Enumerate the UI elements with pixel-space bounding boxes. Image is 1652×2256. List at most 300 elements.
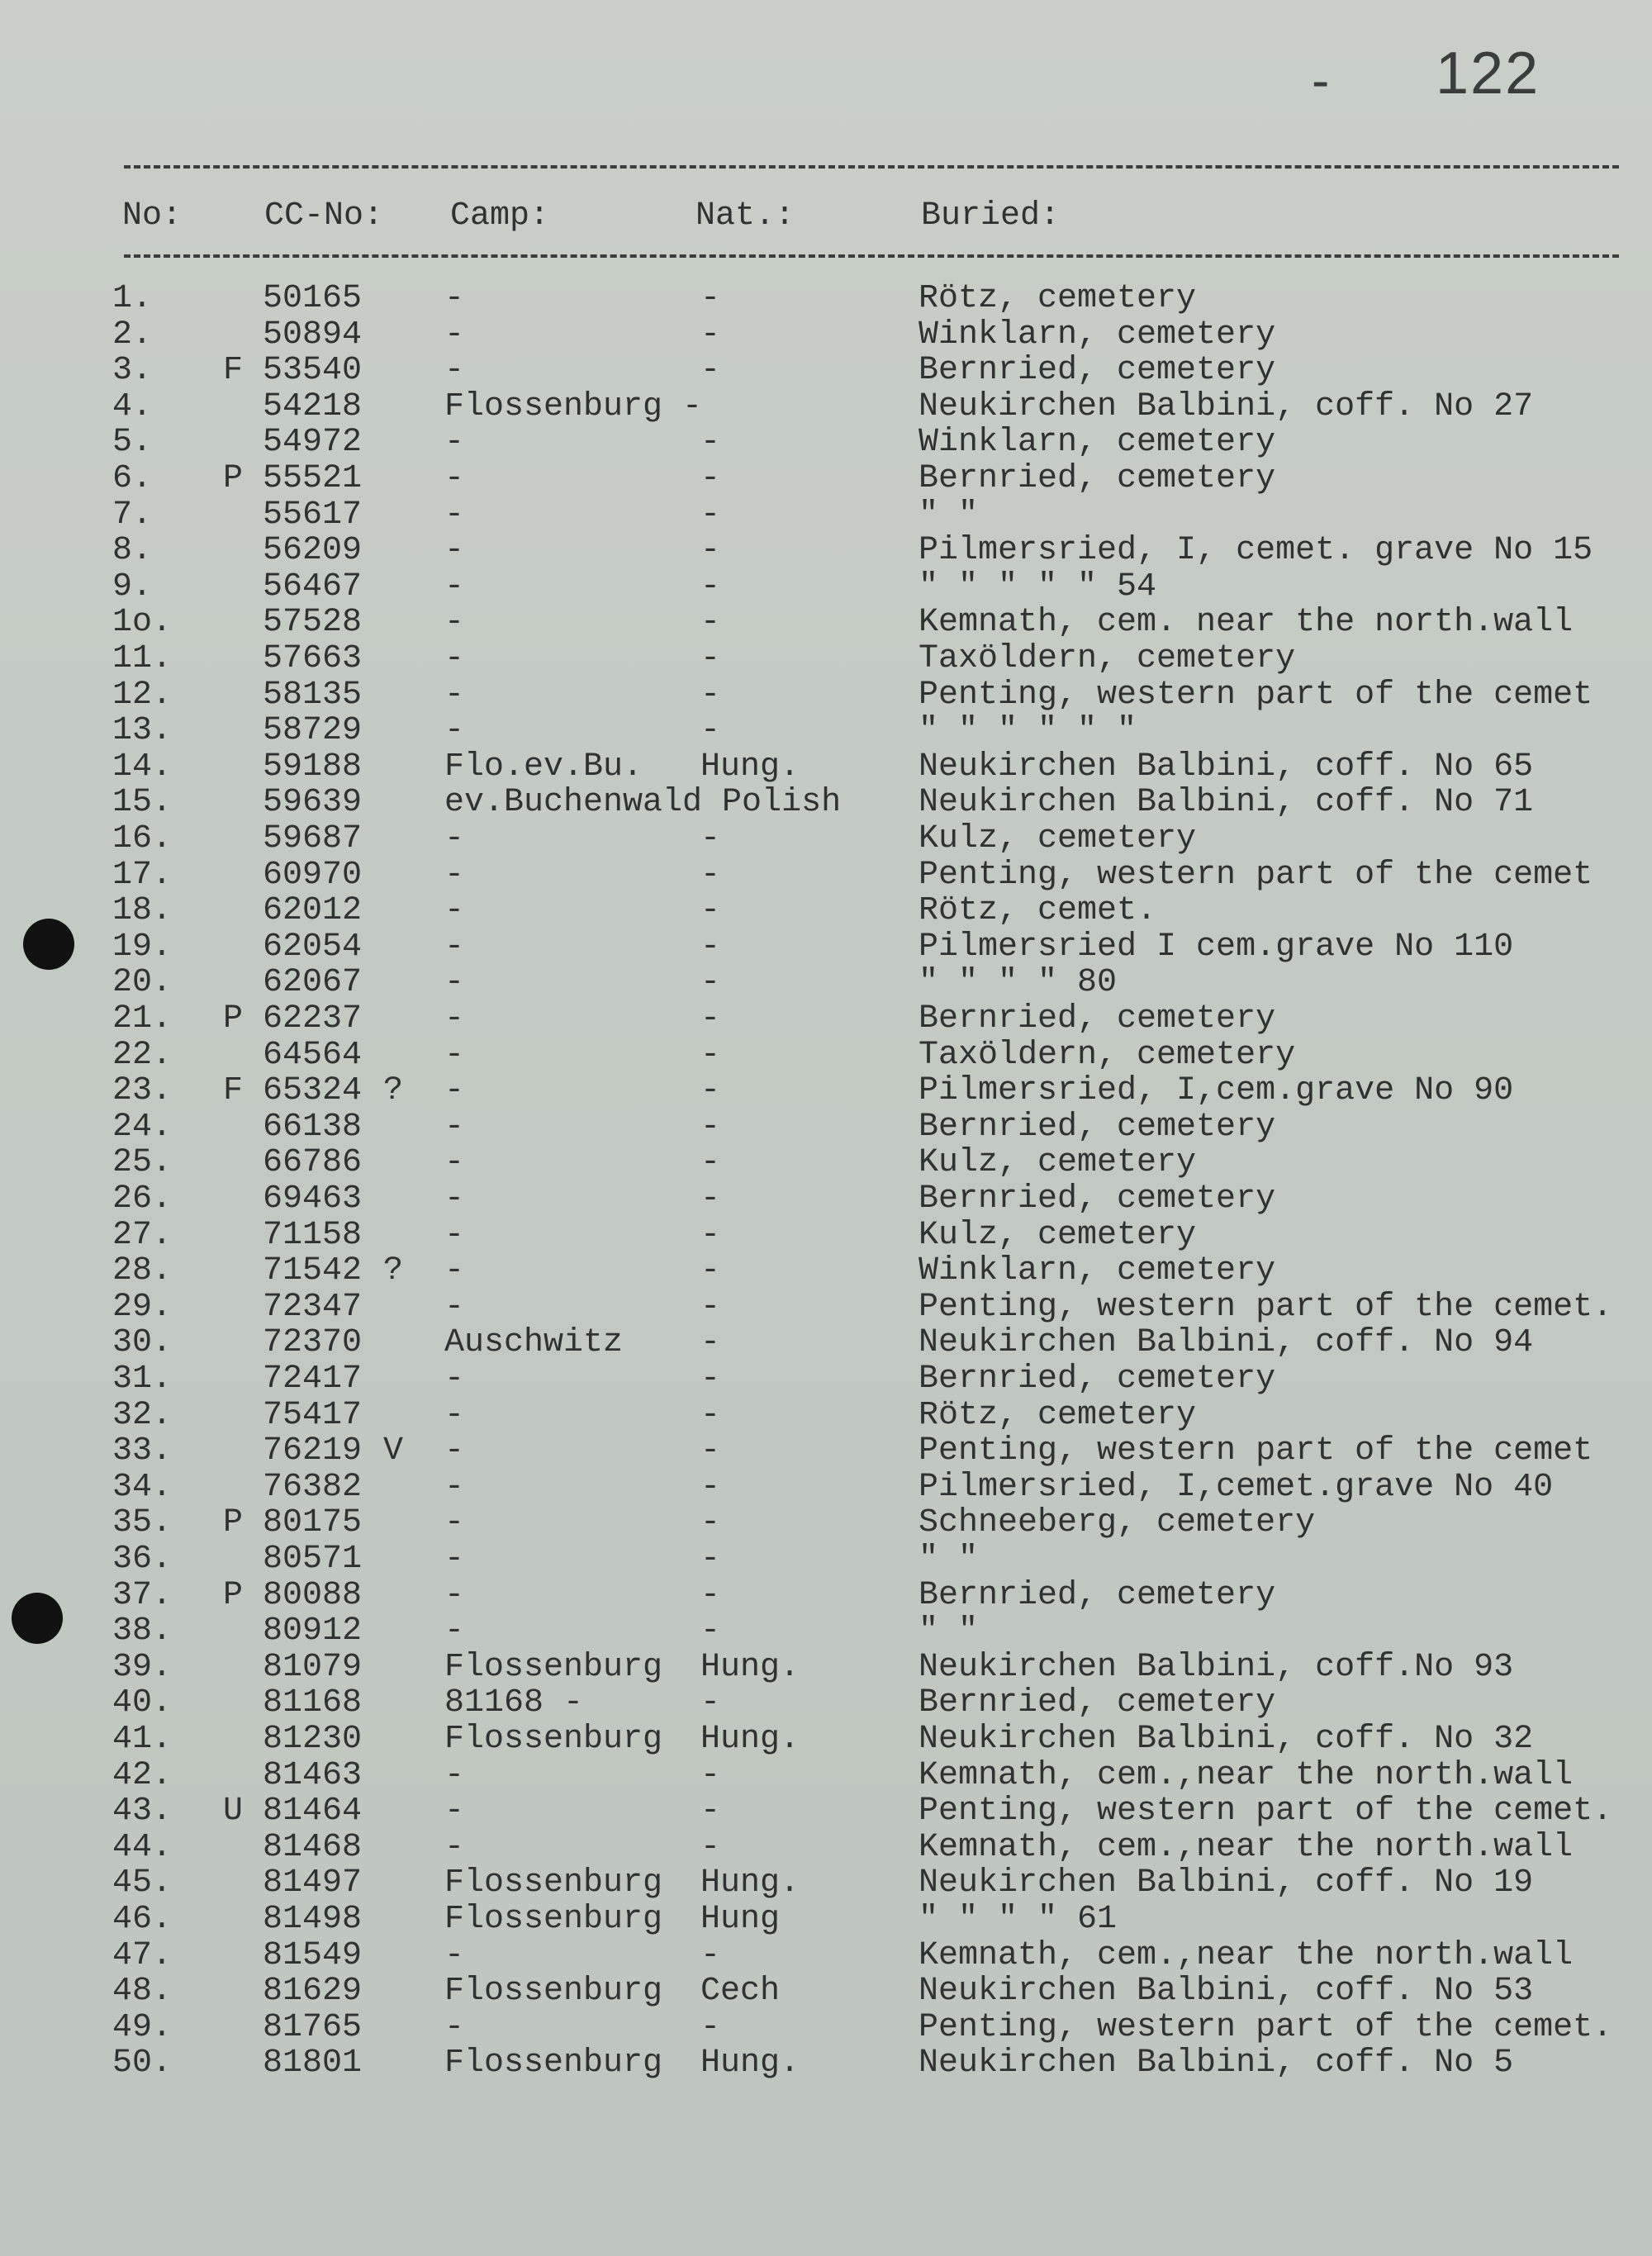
row-cc-no: 72370: [263, 1324, 363, 1362]
row-camp: Flossenburg: [444, 1901, 663, 1938]
row-cc-no: 57663: [263, 640, 363, 677]
row-cc-no: 80088: [263, 1576, 363, 1614]
row-camp: -: [444, 1036, 465, 1074]
row-camp: ev.Buchenwald Polish: [444, 784, 842, 822]
row-buried: Bernried, cemetery: [919, 460, 1276, 497]
row-cc-no: 81468: [263, 1828, 363, 1866]
row-no: 42.: [112, 1756, 173, 1794]
row-cc-no: 69463: [263, 1180, 363, 1218]
row-camp: -: [444, 1108, 465, 1146]
row-nat: -: [700, 280, 721, 317]
row-nat: -: [700, 1216, 721, 1254]
header-camp: Camp:: [450, 197, 550, 235]
row-no: 29.: [112, 1288, 173, 1326]
row-cc-no: 81549: [263, 1936, 363, 1974]
row-cc-no: 62067: [263, 964, 363, 1002]
row-cc-no: 81497: [263, 1864, 363, 1902]
row-nat: -: [700, 1252, 721, 1290]
table-row: [0, 713, 1652, 749]
row-nat: -: [700, 1468, 721, 1506]
row-camp: -: [444, 316, 465, 354]
row-nat: Hung: [700, 1901, 781, 1938]
row-no: 38.: [112, 1612, 173, 1650]
row-camp: Flossenburg: [444, 2045, 663, 2083]
table-row: [0, 1758, 1652, 1794]
row-nat: -: [700, 1828, 721, 1866]
row-cc-no: 66786: [263, 1144, 363, 1182]
table-row: [0, 389, 1652, 425]
table-row: [0, 1541, 1652, 1578]
row-camp: -: [444, 1072, 465, 1110]
row-camp: -: [444, 496, 465, 534]
table-row: [0, 1145, 1652, 1181]
table-row: [0, 1722, 1652, 1758]
table-row: [0, 641, 1652, 677]
row-buried: Neukirchen Balbini, coff. No 53: [919, 1973, 1534, 2011]
row-cc-no: 62237: [263, 1000, 363, 1038]
row-no: 8.: [112, 532, 153, 570]
row-no: 9.: [112, 568, 153, 606]
row-nat: -: [700, 1793, 721, 1831]
row-nat: -: [700, 424, 721, 462]
row-buried: Neukirchen Balbini, coff. No 27: [919, 387, 1534, 425]
row-camp: -: [444, 460, 465, 497]
row-camp: -: [444, 1396, 465, 1434]
row-nat: -: [700, 1936, 721, 1974]
row-buried: Pilmersried, I,cem.grave No 90: [919, 1072, 1514, 1110]
row-camp: -: [444, 2008, 465, 2046]
row-no: 43.: [112, 1793, 173, 1831]
row-no: 35.: [112, 1504, 173, 1542]
table-row: [0, 569, 1652, 606]
table-row: [0, 497, 1652, 534]
table-row: [0, 2010, 1652, 2046]
row-camp: -: [444, 568, 465, 606]
row-nat: -: [700, 1324, 721, 1362]
table-row: [0, 1902, 1652, 1938]
row-camp: -: [444, 532, 465, 570]
row-camp: -: [444, 280, 465, 317]
row-cc-no: 62012: [263, 892, 363, 930]
row-nat: Hung.: [700, 1721, 800, 1758]
row-buried: " " " " 80: [919, 964, 1118, 1002]
table-row: [0, 821, 1652, 857]
row-nat: Hung.: [700, 748, 800, 786]
row-nat: -: [700, 856, 721, 894]
row-buried: Winklarn, cemetery: [919, 316, 1276, 354]
row-mark: P: [223, 1576, 244, 1614]
table-row: [0, 785, 1652, 821]
row-camp: -: [444, 1288, 465, 1326]
row-nat: -: [700, 1072, 721, 1110]
table-row: [0, 1830, 1652, 1866]
row-nat: -: [700, 460, 721, 497]
row-cc-no: 56209: [263, 532, 363, 570]
row-camp: -: [444, 1361, 465, 1398]
row-nat: -: [700, 892, 721, 930]
row-no: 50.: [112, 2045, 173, 2083]
row-mark: P: [223, 460, 244, 497]
row-camp: -: [444, 1468, 465, 1506]
row-buried: " " " " 61: [919, 1901, 1118, 1938]
page-number: 122: [1436, 40, 1540, 107]
table-row: [0, 1398, 1652, 1434]
table-header: [0, 198, 1652, 235]
row-buried: Neukirchen Balbini, coff. No 32: [919, 1721, 1534, 1758]
row-no: 5.: [112, 424, 153, 462]
row-cc-no: 59188: [263, 748, 363, 786]
row-cc-no: 76219: [263, 1432, 363, 1470]
row-camp: -: [444, 1216, 465, 1254]
row-no: 41.: [112, 1721, 173, 1758]
row-cc-no: 62054: [263, 928, 363, 966]
row-nat: Hung.: [700, 1648, 800, 1686]
row-no: 7.: [112, 496, 153, 534]
row-camp: -: [444, 1252, 465, 1290]
row-no: 46.: [112, 1901, 173, 1938]
table-row: [0, 1109, 1652, 1146]
row-no: 20.: [112, 964, 173, 1002]
row-nat: -: [700, 820, 721, 857]
row-camp: Flo.ev.Bu.: [444, 748, 643, 786]
row-cc-no: 65324: [263, 1072, 363, 1110]
row-camp: Auschwitz: [444, 1324, 624, 1362]
row-nat: -: [700, 496, 721, 534]
row-buried: Penting, western part of the cemet.: [919, 1288, 1613, 1326]
row-camp: -: [444, 1000, 465, 1038]
table-row: [0, 1181, 1652, 1218]
row-nat: -: [700, 1756, 721, 1794]
row-camp: -: [444, 1144, 465, 1182]
row-nat: -: [700, 604, 721, 642]
row-camp: -: [444, 1432, 465, 1470]
row-no: 11.: [112, 640, 173, 677]
row-buried: Kulz, cemetery: [919, 1144, 1197, 1182]
row-buried: Bernried, cemetery: [919, 1108, 1276, 1146]
row-camp: -: [444, 604, 465, 642]
row-cc-no: 81801: [263, 2045, 363, 2083]
table-row: [0, 1505, 1652, 1541]
row-buried: Penting, western part of the cemet: [919, 1432, 1593, 1470]
row-cc-no: 80912: [263, 1612, 363, 1650]
row-no: 37.: [112, 1576, 173, 1614]
table-row: [0, 1650, 1652, 1686]
row-camp: Flossenburg: [444, 1973, 663, 2011]
row-no: 39.: [112, 1648, 173, 1686]
row-nat: -: [700, 1612, 721, 1650]
row-buried: Bernried, cemetery: [919, 1684, 1276, 1722]
row-no: 15.: [112, 784, 173, 822]
row-nat: -: [700, 568, 721, 606]
table-row: [0, 1433, 1652, 1470]
row-camp: 81168 -: [444, 1684, 584, 1722]
row-mark: F: [223, 1072, 244, 1110]
table-row: [0, 929, 1652, 966]
row-cc-no: 72417: [263, 1361, 363, 1398]
table-row: [0, 1325, 1652, 1361]
row-nat: Hung.: [700, 1864, 800, 1902]
row-cc-no: 55521: [263, 460, 363, 497]
row-buried: Neukirchen Balbini, coff.No 93: [919, 1648, 1514, 1686]
row-no: 3.: [112, 352, 153, 390]
row-cc-no: 76382: [263, 1468, 363, 1506]
row-no: 48.: [112, 1973, 173, 2011]
header-dashed-rule: [124, 254, 1619, 258]
row-cc-no: 50894: [263, 316, 363, 354]
row-cc-no: 55617: [263, 496, 363, 534]
row-no: 16.: [112, 820, 173, 857]
row-cc-no: 81230: [263, 1721, 363, 1758]
row-buried: Taxöldern, cemetery: [919, 640, 1296, 677]
row-cc-no: 60970: [263, 856, 363, 894]
row-flag: ?: [383, 1252, 404, 1290]
table-row: [0, 749, 1652, 786]
row-no: 22.: [112, 1036, 173, 1074]
row-no: 26.: [112, 1180, 173, 1218]
row-cc-no: 81629: [263, 1973, 363, 2011]
row-nat: -: [700, 712, 721, 750]
row-camp: -: [444, 1541, 465, 1578]
row-no: 23.: [112, 1072, 173, 1110]
table-row: [0, 1973, 1652, 2010]
row-buried: Neukirchen Balbini, coff. No 71: [919, 784, 1534, 822]
row-no: 12.: [112, 676, 173, 714]
table-row: [0, 1001, 1652, 1038]
row-nat: -: [700, 640, 721, 677]
row-no: 33.: [112, 1432, 173, 1470]
row-nat: Hung.: [700, 2045, 800, 2083]
header-nat: Nat.:: [695, 197, 795, 235]
table-row: [0, 1793, 1652, 1830]
row-camp: -: [444, 1180, 465, 1218]
table-row: [0, 1218, 1652, 1254]
row-buried: " ": [919, 496, 979, 534]
row-no: 1.: [112, 280, 153, 317]
row-nat: -: [700, 1108, 721, 1146]
row-buried: Kemnath, cem. near the north.wall: [919, 604, 1574, 642]
row-cc-no: 81463: [263, 1756, 363, 1794]
table-row: [0, 965, 1652, 1001]
table-row: [0, 425, 1652, 461]
row-buried: Bernried, cemetery: [919, 1361, 1276, 1398]
row-no: 36.: [112, 1541, 173, 1578]
row-camp: Flossenburg -: [444, 387, 703, 425]
row-camp: -: [444, 1576, 465, 1614]
row-nat: -: [700, 1432, 721, 1470]
table-row: [0, 1289, 1652, 1326]
row-buried: " ": [919, 1541, 979, 1578]
row-cc-no: 56467: [263, 568, 363, 606]
row-no: 47.: [112, 1936, 173, 1974]
row-cc-no: 81079: [263, 1648, 363, 1686]
row-cc-no: 80571: [263, 1541, 363, 1578]
row-cc-no: 81168: [263, 1684, 363, 1722]
row-camp: Flossenburg: [444, 1721, 663, 1758]
row-buried: Neukirchen Balbini, coff. No 5: [919, 2045, 1514, 2083]
table-row: [0, 1470, 1652, 1506]
row-cc-no: 72347: [263, 1288, 363, 1326]
row-nat: -: [700, 1541, 721, 1578]
row-buried: Kemnath, cem.,near the north.wall: [919, 1756, 1574, 1794]
row-camp: -: [444, 964, 465, 1002]
row-buried: Bernried, cemetery: [919, 1576, 1276, 1614]
row-camp: -: [444, 676, 465, 714]
table-row: [0, 1613, 1652, 1650]
row-no: 13.: [112, 712, 173, 750]
row-camp: -: [444, 640, 465, 677]
row-camp: -: [444, 352, 465, 390]
table-row: [0, 281, 1652, 317]
row-mark: F: [223, 352, 244, 390]
row-mark: P: [223, 1504, 244, 1542]
row-no: 17.: [112, 856, 173, 894]
row-no: 27.: [112, 1216, 173, 1254]
row-no: 34.: [112, 1468, 173, 1506]
row-nat: -: [700, 1288, 721, 1326]
row-cc-no: 54972: [263, 424, 363, 462]
row-cc-no: 71542: [263, 1252, 363, 1290]
row-buried: Bernried, cemetery: [919, 1180, 1276, 1218]
row-cc-no: 57528: [263, 604, 363, 642]
row-buried: " ": [919, 1612, 979, 1650]
row-mark: P: [223, 1000, 244, 1038]
row-no: 14.: [112, 748, 173, 786]
row-nat: -: [700, 1000, 721, 1038]
row-no: 1o.: [112, 604, 173, 642]
row-cc-no: 58135: [263, 676, 363, 714]
row-no: 44.: [112, 1828, 173, 1866]
row-no: 32.: [112, 1396, 173, 1434]
row-nat: -: [700, 964, 721, 1002]
row-nat: -: [700, 1504, 721, 1542]
row-cc-no: 66138: [263, 1108, 363, 1146]
row-nat: -: [700, 2008, 721, 2046]
row-no: 25.: [112, 1144, 173, 1182]
row-cc-no: 64564: [263, 1036, 363, 1074]
row-buried: Penting, western part of the cemet.: [919, 1793, 1613, 1831]
table-row: [0, 533, 1652, 569]
header-cc-no: CC-No:: [264, 197, 384, 235]
row-cc-no: 81765: [263, 2008, 363, 2046]
row-camp: Flossenburg: [444, 1864, 663, 1902]
row-camp: -: [444, 424, 465, 462]
row-buried: Neukirchen Balbini, coff. No 19: [919, 1864, 1534, 1902]
row-no: 40.: [112, 1684, 173, 1722]
row-no: 6.: [112, 460, 153, 497]
row-nat: -: [700, 1180, 721, 1218]
row-no: 31.: [112, 1361, 173, 1398]
row-nat: Cech: [700, 1973, 781, 2011]
table-row: [0, 1865, 1652, 1902]
row-camp: -: [444, 1756, 465, 1794]
page-number-dash: -: [1312, 50, 1330, 110]
row-buried: Pilmersried, I, cemet. grave No 15: [919, 532, 1593, 570]
row-buried: Rötz, cemet.: [919, 892, 1157, 930]
table-row: [0, 1578, 1652, 1614]
row-cc-no: 75417: [263, 1396, 363, 1434]
row-cc-no: 58729: [263, 712, 363, 750]
row-cc-no: 81464: [263, 1793, 363, 1831]
row-camp: -: [444, 928, 465, 966]
row-no: 28.: [112, 1252, 173, 1290]
row-buried: Rötz, cemetery: [919, 280, 1197, 317]
row-buried: Winklarn, cemetery: [919, 424, 1276, 462]
table-row: [0, 461, 1652, 497]
header-no: No:: [122, 197, 183, 235]
row-camp: -: [444, 1504, 465, 1542]
table-row: [0, 1253, 1652, 1289]
row-buried: Pilmersried I cem.grave No 110: [919, 928, 1514, 966]
table-row: [0, 1361, 1652, 1398]
row-no: 24.: [112, 1108, 173, 1146]
row-camp: -: [444, 892, 465, 930]
row-cc-no: 59687: [263, 820, 363, 857]
row-cc-no: 71158: [263, 1216, 363, 1254]
row-mark: U: [223, 1793, 244, 1831]
row-buried: Schneeberg, cemetery: [919, 1504, 1316, 1542]
row-camp: -: [444, 820, 465, 857]
row-no: 45.: [112, 1864, 173, 1902]
row-buried: Rötz, cemetery: [919, 1396, 1197, 1434]
row-camp: -: [444, 1828, 465, 1866]
row-buried: Penting, western part of the cemet: [919, 676, 1593, 714]
row-buried: Bernried, cemetery: [919, 1000, 1276, 1038]
row-nat: -: [700, 928, 721, 966]
table-row: [0, 893, 1652, 929]
row-nat: -: [700, 1036, 721, 1074]
table-row: [0, 353, 1652, 389]
header-buried: Buried:: [921, 197, 1061, 235]
row-buried: Kulz, cemetery: [919, 820, 1197, 857]
table-row: [0, 1685, 1652, 1722]
row-no: 2.: [112, 316, 153, 354]
table-row: [0, 2045, 1652, 2082]
row-no: 49.: [112, 2008, 173, 2046]
row-cc-no: 53540: [263, 352, 363, 390]
row-buried: " " " " " ": [919, 712, 1137, 750]
row-flag: V: [383, 1432, 404, 1470]
table-row: [0, 1073, 1652, 1109]
row-buried: Kulz, cemetery: [919, 1216, 1197, 1254]
row-nat: -: [700, 532, 721, 570]
row-camp: -: [444, 1793, 465, 1831]
row-camp: -: [444, 1612, 465, 1650]
row-nat: -: [700, 1396, 721, 1434]
row-cc-no: 54218: [263, 387, 363, 425]
row-buried: Kemnath, cem.,near the north.wall: [919, 1936, 1574, 1974]
row-nat: -: [700, 1361, 721, 1398]
row-cc-no: 81498: [263, 1901, 363, 1938]
table-row: [0, 857, 1652, 894]
row-nat: -: [700, 676, 721, 714]
row-camp: -: [444, 712, 465, 750]
top-dashed-rule: [124, 165, 1619, 169]
row-nat: -: [700, 1144, 721, 1182]
row-buried: Bernried, cemetery: [919, 352, 1276, 390]
row-cc-no: 59639: [263, 784, 363, 822]
row-no: 21.: [112, 1000, 173, 1038]
table-row: [0, 317, 1652, 354]
row-no: 30.: [112, 1324, 173, 1362]
table-row: [0, 605, 1652, 641]
row-buried: Pilmersried, I,cemet.grave No 40: [919, 1468, 1554, 1506]
row-buried: Penting, western part of the cemet: [919, 856, 1593, 894]
row-cc-no: 50165: [263, 280, 363, 317]
row-buried: Taxöldern, cemetery: [919, 1036, 1296, 1074]
table-row: [0, 1938, 1652, 1974]
row-buried: Neukirchen Balbini, coff. No 94: [919, 1324, 1534, 1362]
row-nat: -: [700, 1684, 721, 1722]
